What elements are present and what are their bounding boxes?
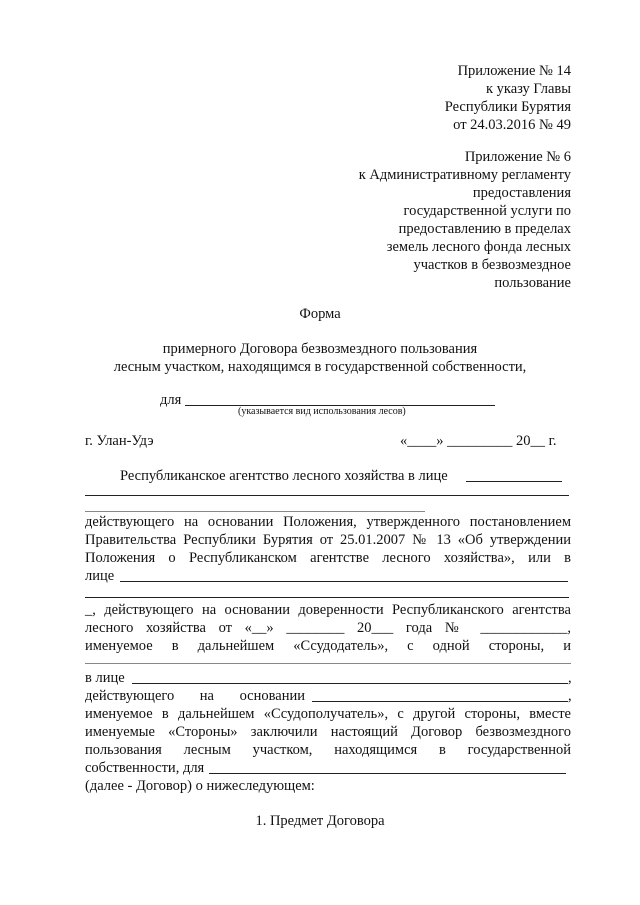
purpose-label: для	[160, 392, 182, 408]
contract-reference-line: (далее - Договор) о нижеследующем:	[85, 778, 315, 794]
ownership-purpose-label: собственности, для	[85, 760, 205, 776]
punctuation: ,	[568, 670, 572, 686]
power-of-attorney-line: _, действующего на основании доверенности Республиканского агентства	[85, 602, 571, 618]
blank-line	[85, 663, 571, 664]
reglament-line: участков в безвозмездное	[413, 257, 571, 273]
basis-text-line: действующего на основании Положения, утвержденного постановлением	[85, 514, 571, 530]
reglament-line: земель лесного фонда лесных	[386, 239, 571, 255]
reglament-line: предоставления	[472, 185, 571, 201]
basis-text-line: Правительства Республики Бурятия от 25.01.2007 № 13 «Об утверждении	[85, 532, 571, 548]
parties-line: пользования лесным участком, находящимся в государственной	[85, 742, 571, 758]
reglament-appendix-number: Приложение № 6	[464, 149, 571, 165]
power-of-attorney-line: лесного хозяйства от «__» ________ 20___ года № ____________,	[85, 620, 571, 636]
blank-line	[132, 683, 568, 684]
blank-line	[85, 511, 425, 512]
reglament-line: пользование	[494, 275, 571, 291]
blank-line	[85, 495, 569, 496]
punctuation: ,	[568, 688, 572, 704]
city: г. Улан-Удэ	[85, 433, 154, 449]
blank-line	[466, 481, 562, 482]
basis-text-line: Положения о Республиканском агентстве лесного хозяйства», или в	[85, 550, 571, 566]
lessor-agency-text: Республиканское агентство лесного хозяйства в лице	[120, 468, 448, 484]
reglament-line: предоставлению в пределах	[398, 221, 571, 237]
contract-date: «____» _________ 20__ г.	[400, 433, 557, 449]
appendix-date-number: от 24.03.2016 № 49	[453, 117, 571, 133]
contract-title-line2: лесным участком, находящимся в государственной собственности,	[113, 359, 527, 375]
blank-line	[120, 581, 568, 582]
reglament-line: к Административному регламенту	[358, 167, 571, 183]
blank-line	[85, 597, 569, 598]
parties-line: именуемые «Стороны» заключили настоящий Договор безвозмездного	[85, 724, 571, 740]
in-person-label: в лице	[85, 670, 125, 686]
reglament-line: государственной услуги по	[403, 203, 571, 219]
appendix-number: Приложение № 14	[457, 63, 571, 79]
section-1-title: 1. Предмет Договора	[255, 813, 385, 829]
form-label: Форма	[299, 306, 341, 322]
purpose-hint: (указывается вид использования лесов)	[238, 406, 406, 417]
borrower-designation-line: именуемое в дальнейшем «Ссудополучатель», с другой стороны, вместе	[85, 706, 571, 722]
blank-line	[209, 773, 566, 774]
appendix-decree-ref: к указу Главы	[485, 81, 571, 97]
borrower-basis-label: действующего на основании	[85, 688, 305, 704]
blank-line	[312, 701, 568, 702]
appendix-republic: Республики Бурятия	[444, 99, 571, 115]
lender-designation-line: именуемое в дальнейшем «Ссудодатель», с одной стороны, и	[85, 638, 571, 654]
in-person-label: лице	[85, 568, 115, 584]
contract-title-line1: примерного Договора безвозмездного пользования	[162, 341, 478, 357]
